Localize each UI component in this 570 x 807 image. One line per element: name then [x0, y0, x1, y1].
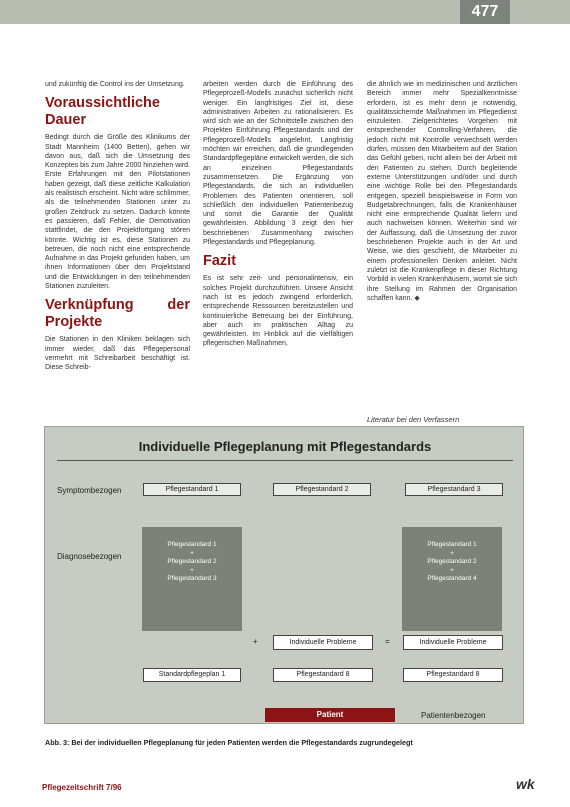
paragraph-col2: arbeiten werden durch die Einführung des Pflegeprozeß-Modells zunächst sicherlich nicht weniger. Ein langfristiges Ziel ist, diese administrativen Arbeiten zu rationalisieren. Es wird sich wie an der Schnittstelle zwischen den Projekten Einführung Pflegestandards und der Pflegeprozeß-Modells angelehnt, Langfristig möchten wir erreichen, daß die grundlegenden Standardpflegepläne entwickelt werden, die sich an einzelnen Pflegestandards zusammensetzen. Die Ergänzung von Pflegestandards, die sich an individuellen Problemen des Patienten orientieren, soll schließlich den individuellen Patientenbezug und somit die Garantie der Qualität gewährleisten. Abbildung 3 zeigt den hier beschriebenen Zusammenhang zwischen Pflegestandards und Pflegeplanung.: [203, 81, 353, 247]
column-1: [45, 80, 190, 375]
individual-problems-result-box: Individuelle Probleme: [403, 635, 503, 650]
heading-dauer: Voraussichtliche Dauer: [45, 95, 160, 129]
standard-care-plan-box: Standardpflegeplan 1: [143, 668, 241, 682]
equals-sign: =: [385, 637, 390, 646]
paragraph-dauer: Bedingt durch die Größe des Klinikums der Stadt Mannheim (1400 Betten), gehen wir davon aus, daß sich die Umsetzung des Konzeptes bis zum Jahre 2000 hinziehen wird. Erste Erfahrungen mit den Pilotstationen haben gezeigt, daß diese zeitliche Kalkulation als realistisch erscheint. Nicht wäre schlimmer, als die teilnehmenden Stationen unter zu großen Zeitdruck zu setzen. Dadurch könnte es passieren, daß Fehler, die Demotivation stattfindet, die den Projektfortgang stören könnte. Wichtig ist es, diese Stationen zu betreuen, die noch nicht eine entsprechende Aufnahme in das Projekt gefunden haben, um ihnen Informationen über den Projektstand und die Entwicklungen in den teilnehmenden Stationen zuzuleiten.: [45, 134, 190, 291]
figure-diagram: [44, 426, 524, 724]
standard-box-3: Pflegestandard 3: [405, 483, 503, 496]
heading-fazit: Fazit: [203, 253, 237, 270]
journal-footer: Pflegezeitschrift 7/96: [42, 783, 122, 792]
left-stack-item: Pflegestandard 1: [167, 541, 217, 548]
row-label-symptom: Symptombezogen: [57, 486, 122, 495]
right-stack: [402, 541, 502, 584]
left-stack: [142, 541, 242, 584]
plus-sign: +: [253, 637, 258, 646]
paragraph-fazit: Es ist sehr zeit- und personalintensiv, ein solches Projekt durchzuführen. Unsere Ansicht nach ist es jedoch zwingend erforderlich, entsprechende Ressourcen bereitzustellen und kontinuierliche Betreuung bei der Einführung, aber auch im praktischen Alltag zu gewährleisten. Im Hinblick auf die vielfältigen pflegerischen Maßnahmen,: [203, 275, 353, 348]
standard-box-2: Pflegestandard 2: [273, 483, 371, 496]
end-mark: ◆: [414, 294, 420, 302]
heading-verknuepfung: Verknüpfung der Projekte: [45, 297, 190, 331]
right-stack-plus: +: [450, 566, 454, 574]
figure-caption: Abb. 3: Bei der individuellen Pflegeplanung für jeden Patienten werden die Pflegestandards zugrundegelegt: [45, 738, 413, 747]
diagram-title: Individuelle Pflegeplanung mit Pflegestandards: [138, 439, 432, 454]
page-number: 477: [460, 0, 510, 24]
intro-text: und zukünftig die Control ins der Umsetzung.: [45, 81, 185, 88]
left-stack-plus: +: [190, 566, 194, 574]
standard-box-8-right: Pflegestandard 8: [403, 668, 503, 682]
literature-note: Literatur bei den Verfassern: [367, 415, 460, 424]
paragraph-verknuepfung: Die Stationen in den Kliniken beklagen sich immer wieder, daß das Pflegepersonal vermehrt mit Schreibarbeit beschäftigt ist. Diese Schreib-: [45, 336, 190, 372]
standard-box-1: Pflegestandard 1: [143, 483, 241, 496]
left-stack-item: Pflegestandard 2: [167, 558, 217, 565]
row-label-diagnose: Diagnosebezogen: [57, 552, 122, 561]
right-stack-item: Pflegestandard 2: [427, 558, 477, 565]
right-stack-item: Pflegestandard 1: [427, 541, 477, 548]
title-divider: [57, 460, 513, 461]
patient-box: Patient: [265, 708, 395, 722]
left-stack-item: Pflegestandard 3: [167, 575, 217, 582]
right-stack-plus: +: [450, 549, 454, 557]
patient-related-label: Patientenbezogen: [421, 711, 486, 720]
left-stack-plus: +: [190, 549, 194, 557]
column-3: [367, 80, 517, 305]
column-2: [203, 80, 353, 351]
right-stack-item: Pflegestandard 4: [427, 575, 477, 582]
standard-box-8-mid: Pflegestandard 8: [273, 668, 373, 682]
paragraph-col3: die ähnlich wie im medizinischen und ärztlichen Bereich immer mehr Spezialkenntnisse erfordern, ist es mehr denn je notwendig, qualitätssichernde Maßnahmen im Pflegedienst einzuleiten. Zielgerichtetes Vorgehen mit entsprechender Controlling-Verfahren, die jedoch nicht mit Kontrolle verwechselt werden dürfen, müssen den Mitarbeitern auf der Station das Gefühl geben, nicht allein bei der Arbeit mit den Patienten zu stehen. Durch begleitende externe Unterstützungen und/oder und durch eine wichtige Rolle bei den Pflegestandards entgegen, speziell beispielsweise in Form von Budgetabrechnungen, falls die Krankenhäuser nicht eine entsprechende Qualität liefern und auch nachweisen können. Weiterhin sind wir der Auffassung, daß die Umsetzung der zuvor beschriebenen Projekte auch in der Art und Weise, wie dies geschieht, die Mitarbeiter zu einem professionellen Denken anleitet. Nicht zuletzt ist die Krankenpflege in dieser Richtung Vorbild in vielen Krankenhäusern, womit sie sich ihre Stellung im Rahmen der Organisation schaffen kann. ◆: [367, 81, 517, 302]
publisher-logo: wk: [516, 776, 535, 792]
individual-problems-box: Individuelle Probleme: [273, 635, 373, 650]
